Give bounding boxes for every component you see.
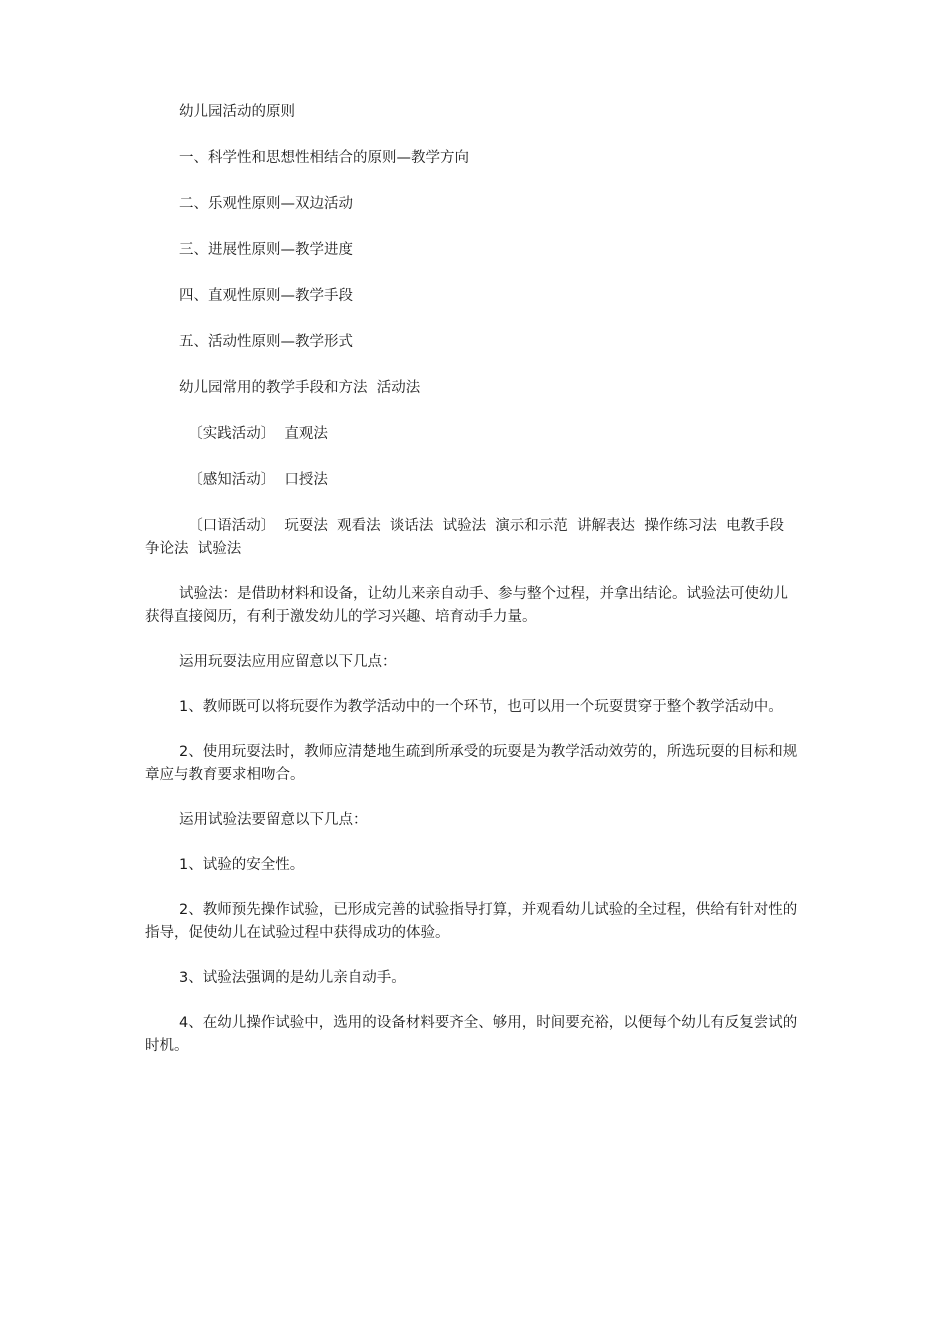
experiment-note-3: 3、试验法强调的是幼儿亲自动手。	[179, 970, 406, 986]
method-perception: 〔感知活动〕 口授法	[179, 472, 328, 488]
principle-3: 三、进展性原则—教学进度	[179, 242, 353, 258]
heading-methods: 幼儿园常用的教学手段和方法 活动法	[179, 380, 421, 396]
principle-4: 四、直观性原则—教学手段	[179, 288, 353, 304]
principle-1: 一、科学性和思想性相结合的原则—教学方向	[179, 150, 469, 166]
heading-principles: 幼儿园活动的原则	[179, 104, 295, 120]
experiment-definition: 试验法：是借助材料和设备，让幼儿来亲自动手、参与整个过程，并拿出结论。试验法可使幼儿获得直接阅历，有利于激发幼儿的学习兴趣、培育动手力量。	[145, 586, 788, 625]
method-practice: 〔实践活动〕 直观法	[179, 426, 328, 442]
game-note-1: 1、教师既可以将玩耍作为教学活动中的一个环节，也可以用一个玩耍贯穿于整个教学活动中。	[179, 699, 783, 715]
document-body	[145, 101, 800, 1058]
game-notes-heading: 运用玩耍法应用应留意以下几点：	[179, 654, 397, 670]
experiment-note-4: 4、在幼儿操作试验中，选用的设备材料要齐全、够用，时间要充裕，以便每个幼儿有反复尝试的时机。	[145, 1015, 798, 1054]
experiment-note-2: 2、教师预先操作试验，已形成完善的试验指导打算，并观看幼儿试验的全过程，供给有针对性的指导，促使幼儿在试验过程中获得成功的体验。	[145, 902, 798, 941]
method-oral: 〔口语活动〕 玩耍法 观看法 谈话法 试验法 演示和示范 讲解表达 操作练习法 电教手段 争论法 试验法	[145, 518, 794, 557]
game-note-2: 2、使用玩耍法时，教师应清楚地生疏到所承受的玩耍是为教学活动效劳的，所选玩耍的目标和规章应与教育要求相吻合。	[145, 744, 798, 783]
experiment-note-1: 1、试验的安全性。	[179, 857, 305, 873]
principle-5: 五、活动性原则—教学形式	[179, 334, 353, 350]
principle-2: 二、乐观性原则—双边活动	[179, 196, 353, 212]
experiment-notes-heading: 运用试验法要留意以下几点：	[179, 812, 368, 828]
